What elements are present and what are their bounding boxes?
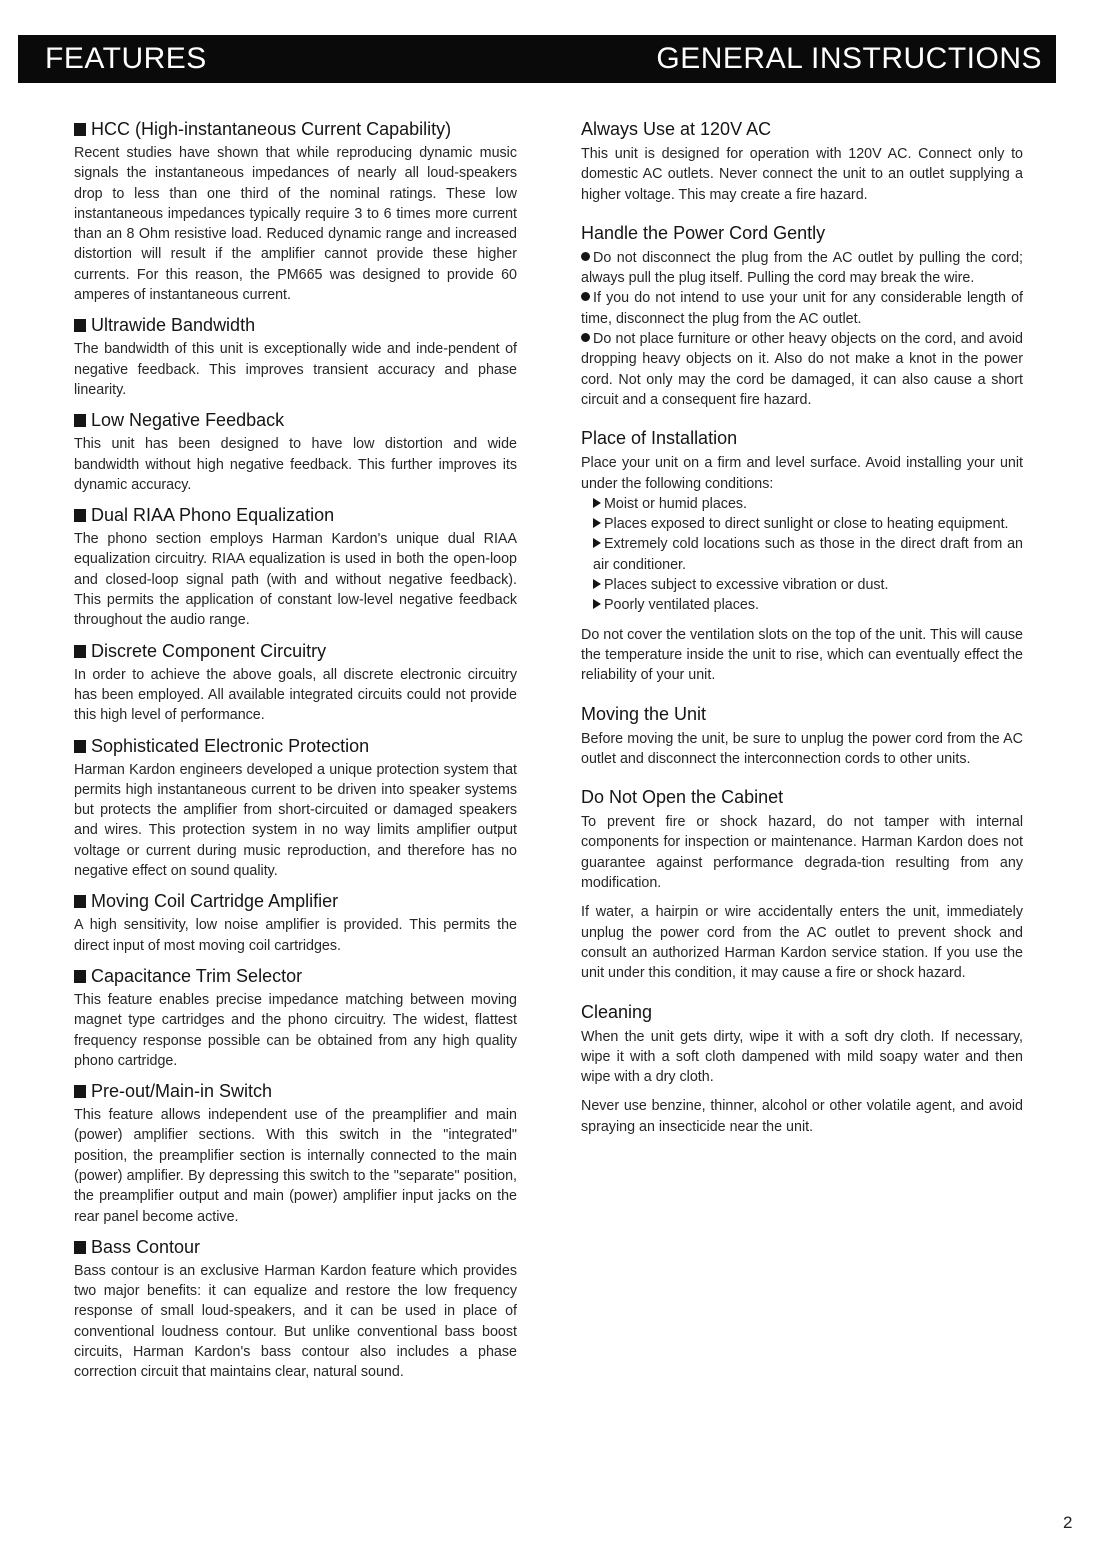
- instruction-text: Never use benzine, thinner, alcohol or other volatile agent, and avoid spraying an insecticide near the unit.: [581, 1098, 1023, 1135]
- dot-bullet-icon: [581, 292, 590, 301]
- feature-heading: [74, 314, 517, 336]
- feature-text: This feature enables precise impedance matching between moving magnet type cartridges and the phono circuitry. The widest, flattest frequency response possible can be obtained from any high quality phono cartridge.: [74, 991, 517, 1069]
- feature-electronic-protection: [74, 735, 517, 882]
- list-item-text: Moist or humid places.: [604, 495, 748, 512]
- feature-heading-text: Sophisticated Electronic Protection: [91, 735, 370, 756]
- instruction-voltage: [581, 118, 1023, 205]
- list-item-text: Extremely cold locations such as those in the direct draft from an air conditioner.: [593, 536, 1023, 573]
- instruction-text: Before moving the unit, be sure to unplug the power cord from the AC outlet and disconnect the interconnection cords to other units.: [581, 730, 1023, 767]
- feature-pre-out-switch: [74, 1080, 517, 1227]
- feature-capacitance-trim: [74, 965, 517, 1071]
- triangle-bullet-icon: [593, 498, 601, 508]
- feature-heading: [74, 640, 517, 662]
- feature-text: The bandwidth of this unit is exceptionally wide and inde-pendent of negative feedback. This improves transient accuracy and phase linearity.: [74, 341, 517, 398]
- general-instructions-title: GENERAL INSTRUCTIONS: [656, 42, 1042, 75]
- list-item-text: Do not place furniture or other heavy objects on the cord, and avoid dropping heavy objects on it. Also do not make a knot in the power cord. Not only may the cord be damaged, it can also cause a short circuit and a consequent fire hazard.: [581, 331, 1023, 408]
- square-bullet-icon: [74, 970, 86, 983]
- square-bullet-icon: [74, 319, 86, 332]
- features-title: FEATURES: [45, 42, 207, 75]
- instruction-text: This unit is designed for operation with 120V AC. Connect only to domestic AC outlets. Never connect the unit to an outlet supplying a higher voltage. This may create a fire hazard.: [581, 146, 1023, 203]
- feature-heading-text: Pre-out/Main-in Switch: [91, 1081, 273, 1102]
- feature-text: This feature allows independent use of the preamplifier and main (power) amplifier sections. With this switch in the "integrated" position, the preamplifier section is internally connected to the main (power) amplifier. By depressing this switch to the "separate" position, the preamplifier output and main (power) amplifier input jacks on the rear panel become active.: [74, 1107, 517, 1225]
- feature-hcc: [74, 118, 517, 305]
- instruction-heading: Cleaning: [581, 1001, 653, 1022]
- list-item: [581, 514, 1023, 534]
- instruction-text: To prevent fire or shock hazard, do not tamper with internal components for inspection or maintenance. Harman Kardon does not guarantee against performance degrada-tion resulting from any modification.: [581, 814, 1023, 892]
- list-item: [581, 595, 1023, 615]
- feature-bass-contour: [74, 1236, 517, 1383]
- triangle-bullet-icon: [593, 518, 601, 528]
- feature-heading: [74, 504, 517, 526]
- square-bullet-icon: [74, 123, 86, 136]
- instruction-moving: [581, 703, 1023, 770]
- instruction-cabinet: [581, 786, 1023, 983]
- instruction-heading: Do Not Open the Cabinet: [581, 787, 784, 808]
- list-item-text: Places exposed to direct sunlight or close to heating equipment.: [604, 516, 1009, 533]
- list-item: [581, 494, 1023, 514]
- feature-heading: [74, 1080, 517, 1102]
- dot-bullet-icon: [581, 252, 590, 261]
- feature-heading-text: Dual RIAA Phono Equalization: [91, 505, 335, 526]
- instructions-column: [581, 118, 1023, 1154]
- triangle-bullet-icon: [593, 599, 601, 609]
- feature-text: The phono section employs Harman Kardon's unique dual RIAA equalization circuitry. RIAA equalization is used in both the open-loop and closed-loop signal path (with and without negative feedback). This permits the application of constant low-level negative feedback throughout the audio range.: [74, 531, 517, 629]
- instruction-text: Place your unit on a firm and level surface. Avoid installing your unit under the following conditions:: [581, 455, 1023, 492]
- page-number: 2: [1063, 1513, 1073, 1532]
- feature-text: A high sensitivity, low noise amplifier is provided. This permits the direct input of most moving coil cartridges.: [74, 917, 517, 954]
- feature-heading-text: HCC (High-instantaneous Current Capability): [91, 119, 452, 139]
- instruction-cleaning: [581, 1001, 1023, 1137]
- power-cord-list: [581, 248, 1023, 410]
- square-bullet-icon: [74, 645, 86, 658]
- feature-heading-text: Capacitance Trim Selector: [91, 965, 303, 986]
- feature-low-negative-feedback: [74, 409, 517, 495]
- feature-heading: [74, 965, 517, 987]
- list-item: [581, 575, 1023, 595]
- feature-heading-text: Discrete Component Circuitry: [91, 640, 327, 661]
- feature-heading: [74, 409, 517, 431]
- square-bullet-icon: [74, 1085, 86, 1098]
- square-bullet-icon: [74, 509, 86, 522]
- instruction-installation: [581, 427, 1023, 685]
- feature-moving-coil: [74, 890, 517, 956]
- triangle-bullet-icon: [593, 579, 601, 589]
- square-bullet-icon: [74, 414, 86, 427]
- installation-conditions-list: [581, 494, 1023, 616]
- square-bullet-icon: [74, 740, 86, 753]
- instruction-power-cord: [581, 222, 1023, 410]
- feature-heading-text: Low Negative Feedback: [91, 410, 285, 431]
- instruction-heading: Place of Installation: [581, 428, 738, 449]
- feature-discrete-circuitry: [74, 640, 517, 726]
- instruction-text: When the unit gets dirty, wipe it with a soft dry cloth. If necessary, wipe it with a soft cloth dampened with mild soapy water and then wipe with a dry cloth.: [581, 1028, 1023, 1086]
- triangle-bullet-icon: [593, 538, 601, 548]
- instruction-text: If water, a hairpin or wire accidentally enters the unit, immediately unplug the power cord from the AC outlet to prevent shock and consult an authorized Harman Kardon service station. If you use the unit under this condition, it may cause a fire or shock hazard.: [581, 904, 1023, 982]
- feature-heading: [74, 890, 517, 912]
- feature-text: Bass contour is an exclusive Harman Kardon feature which provides two major benefits: it can equalize and restore the low frequency response of small loud-speakers, and it can be used in place of conventional loudness contour. But unlike conventional bass boost circuits, Harman Kardon's bass contour also includes a phase correction circuit that maintains clear, natural sound.: [74, 1262, 517, 1381]
- dot-bullet-icon: [581, 333, 590, 342]
- list-item-text: If you do not intend to use your unit for any considerable length of time, disconnect the plug from the AC outlet.: [581, 290, 1023, 327]
- instruction-heading: Always Use at 120V AC: [581, 119, 772, 139]
- list-item: [581, 288, 1023, 329]
- feature-text: Harman Kardon engineers developed a unique protection system that permits high instantaneous current to be driven into speaker systems but protects the amplifier from short-circuited or damaged speakers and wires. This protection system in no way limits amplifier output voltage or current during music reproduction, and therefore has no negative effect on sound quality.: [74, 761, 517, 880]
- feature-heading-text: Ultrawide Bandwidth: [91, 315, 256, 336]
- square-bullet-icon: [74, 1241, 86, 1254]
- instruction-heading: Moving the Unit: [581, 703, 707, 724]
- feature-heading-text: Moving Coil Cartridge Amplifier: [91, 891, 339, 912]
- list-item-text: Places subject to excessive vibration or dust.: [604, 577, 889, 594]
- features-column: [74, 118, 517, 1392]
- feature-dual-riaa: [74, 504, 517, 630]
- list-item-text: Poorly ventilated places.: [604, 597, 759, 614]
- feature-heading-text: Bass Contour: [91, 1236, 201, 1257]
- list-item-text: Do not disconnect the plug from the AC outlet by pulling the cord; always pull the plug itself. Pulling the cord may break the wire.: [581, 249, 1023, 287]
- feature-heading: [74, 118, 517, 140]
- feature-ultrawide-bandwidth: [74, 314, 517, 400]
- instruction-text: Do not cover the ventilation slots on the top of the unit. This will cause the temperature inside the unit to rise, which can eventually effect the reliability of your unit.: [581, 626, 1023, 684]
- feature-heading: [74, 735, 517, 757]
- feature-heading: [74, 1236, 517, 1258]
- instruction-heading: Handle the Power Cord Gently: [581, 222, 826, 243]
- list-item: [581, 534, 1023, 575]
- list-item: [581, 329, 1023, 410]
- feature-text: This unit has been designed to have low distortion and wide bandwidth without high negative feedback. This further improves its dynamic accuracy.: [74, 436, 517, 493]
- square-bullet-icon: [74, 895, 86, 908]
- section-banner: [18, 35, 1056, 83]
- list-item: [581, 248, 1023, 289]
- feature-text: In order to achieve the above goals, all discrete electronic circuitry has been employed. All available integrated circuits could not provide this high level of performance.: [74, 666, 517, 724]
- feature-text: Recent studies have shown that while reproducing dynamic music signals the instantaneous impedances of nearly all loud-speakers drop to less than one third of the nominal ratings. These low instantaneous impedances typically require 3 to 6 times more current than an 8 Ohm resistive load. Reduced dynamic range and increased distortion will result if the amplifier cannot provide these higher currents. For this reason, the PM665 was designed to provide 60 amperes of instantaneous current.: [74, 145, 517, 304]
